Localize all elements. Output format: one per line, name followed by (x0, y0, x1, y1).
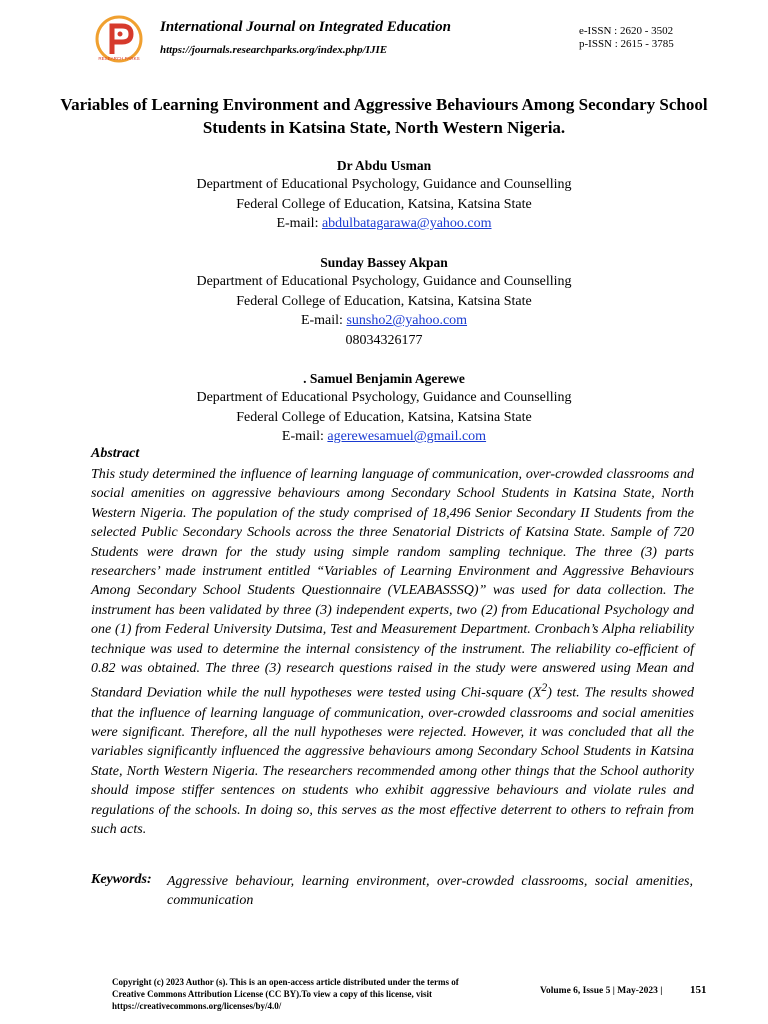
email-label: E-mail: (276, 216, 322, 232)
page-number: 151 (690, 984, 707, 996)
author-institution: Federal College of Education, Katsina, Katsina State (236, 196, 532, 212)
author-email-line (60, 427, 708, 446)
author-email-line (60, 311, 708, 330)
author-block-3 (60, 369, 708, 447)
abstract-text-part2: ) test. The results showed that the influence of learning language of communication, over-crowded classrooms and social amenities were significant. Therefore, all the null hypotheses were rejected. However, it was concluded that all the variables significantly influenced the aggressive behaviours among Secondary School Students in Katsina State, North Western Nigeria. The researchers recommended among other things that the School authority should impose stiffer sentences on students who exhibit aggressive behaviours and violate rules and regulations of the schools. In doing so, this serves as the most effective deterrent to others to refrain from such acts. (91, 686, 694, 837)
abstract-heading: Abstract (91, 446, 140, 461)
journal-title: International Journal on Integrated Education (160, 19, 451, 35)
author-email-line (60, 214, 708, 233)
email-label: E-mail: (281, 429, 328, 445)
svg-text:RESEARCH PARKS: RESEARCH PARKS (98, 56, 140, 61)
author-institution: Federal College of Education, Katsina, Katsina State (236, 293, 532, 309)
keywords-text: Aggressive behaviour, learning environment, over-crowded classrooms, social amenities, communication (167, 874, 693, 909)
author-department: Department of Educational Psychology, Guidance and Counselling (196, 390, 572, 406)
author-name: Sunday Bassey Akpan (320, 255, 448, 270)
author-phone: 08034326177 (345, 332, 423, 348)
author-email-link[interactable]: agerewesamuel@gmail.com (327, 429, 487, 445)
journal-url[interactable]: https://journals.researchparks.org/index.php/IJIE (160, 44, 388, 56)
author-block-2 (60, 253, 708, 350)
paper-title: Variables of Learning Environment and Aggressive Behaviours Among Secondary School Students in Katsina State, North Western Nigeria. (60, 95, 708, 137)
author-department: Department of Educational Psychology, Guidance and Counselling (196, 274, 572, 290)
abstract-text-part1: This study determined the influence of learning language of communication, over-crowded classrooms and social amenities on aggressive behaviours among Secondary School Students in Katsina State, North Western Nigeria. The population of the study comprised of 18,496 Senior Secondary II Students from the selected Public Secondary Schools across the three Senatorial Districts of Katsina State. Sample of 720 Students were drawn for the study using simple random sampling technique. The three (3) parts researchers’ made instrument entitled “Variables of Learning Environment and Aggressive Behaviours Among Secondary School Students Questionnaire (VLEABASSSQ)” was used for data collection. The instrument has been validated by three (3) independent experts, two (2) from Educational Psychology and one (1) from Federal University Dutsima, Test and Measurement Department. Cronbach’s Alpha reliability technique was used to determine the internal consistency of the instrument. The reliability co-efficient of 0.82 was obtained. The three (3) research questions raised in the study were answered using Mean and Standard Deviation while the null hypotheses were tested using Chi-square (X (91, 467, 694, 702)
author-name: Dr Abdu Usman (336, 158, 432, 173)
keywords-label: Keywords: (91, 872, 152, 887)
eissn: e-ISSN : 2620 - 3502 (579, 25, 674, 37)
author-email-link[interactable]: abdulbatagarawa@yahoo.com (321, 216, 492, 232)
chi-square-superscript: 2 (541, 681, 548, 695)
journal-logo (94, 14, 144, 64)
email-label: E-mail: (300, 313, 347, 329)
author-institution: Federal College of Education, Katsina, Katsina State (236, 409, 532, 425)
author-department: Department of Educational Psychology, Guidance and Counselling (196, 177, 572, 193)
issn-block (579, 25, 674, 51)
pissn: p-ISSN : 2615 - 3785 (579, 38, 674, 50)
issue-info: Volume 6, Issue 5 | May-2023 | (540, 986, 663, 996)
author-email-link[interactable]: sunsho2@yahoo.com (346, 313, 468, 329)
author-name: . Samuel Benjamin Agerewe (303, 371, 465, 386)
abstract-body (91, 465, 694, 839)
copyright-notice: Copyright (c) 2023 Author (s). This is an open-access article distributed under the terms of Creative Commons Attribution License (CC BY).To view a copy of this license, visit https://creativecommons.org/licenses/by/4.0/ (112, 977, 459, 1011)
author-block-1 (60, 156, 708, 234)
